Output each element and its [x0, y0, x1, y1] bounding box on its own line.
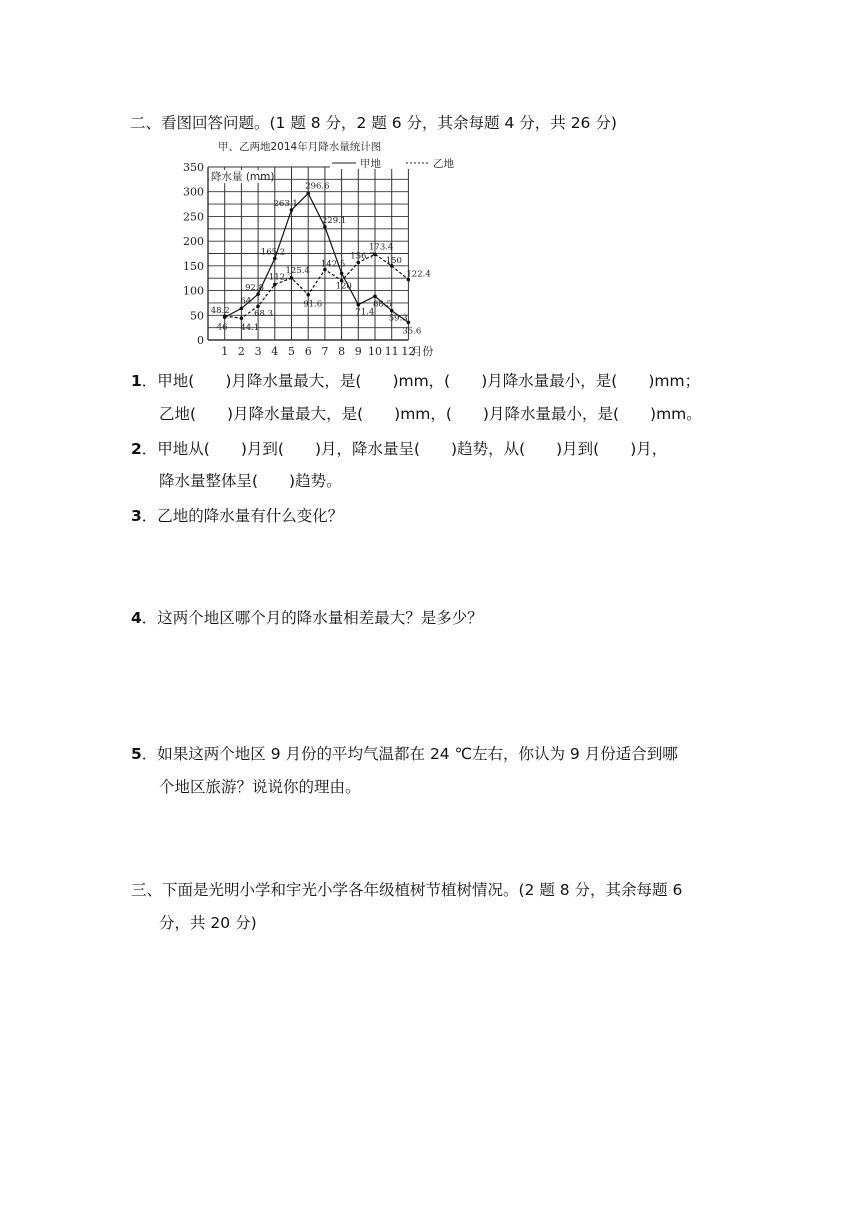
question-2 [131, 434, 667, 464]
question-1-line-2: 乙地( )月降水量最大，是( )mm，( )月降水量最小，是( )mm。 [159, 405, 702, 423]
question-4-text: ．这两个地区哪个月的降水量相差最大？是多少？ [141, 609, 483, 627]
data-label-series-1: 165.2 [260, 247, 286, 258]
question-2-line-1: ．甲地从( )月到( )月，降水量呈( )趋势，从( )月到( )月， [141, 440, 668, 458]
x-tick-label: 9 [354, 345, 362, 358]
series-1-point [390, 309, 394, 313]
y-tick-label: 250 [183, 210, 204, 224]
x-tick-label: 1 [221, 345, 229, 358]
series-2-point [273, 283, 277, 287]
series-1-point [357, 303, 361, 307]
x-tick-label: 4 [271, 345, 279, 358]
question-5-number: 5 [131, 745, 142, 763]
x-tick-label: 8 [338, 345, 346, 358]
data-label-series-2: 120 [335, 281, 352, 292]
question-5-line-2: 个地区旅游？说说你的理由。 [159, 778, 361, 796]
data-label-series-1: 229.1 [321, 215, 347, 226]
data-label-series-2: 91.6 [303, 299, 323, 310]
x-axis-label: 月份 [411, 345, 434, 358]
data-label-series-1: 88.5 [373, 299, 392, 310]
series-1-point [373, 294, 377, 298]
precipitation-line-chart [170, 137, 460, 367]
data-label-series-2: 156.7 [350, 251, 375, 262]
y-axis-label: 降水量 (mm) [211, 171, 275, 183]
legend-label-series-2: 乙地 [433, 158, 454, 170]
data-label-series-2: 125.4 [285, 266, 310, 277]
x-tick-label: 7 [321, 345, 329, 358]
section-2-title: 二、看图回答问题。(1 题 8 分，2 题 6 分，其余每题 4 分，共 26 分) [130, 114, 617, 132]
x-tick-label: 5 [288, 345, 295, 358]
y-tick-label: 150 [183, 259, 204, 273]
question-1 [131, 366, 700, 396]
question-3-text: ．乙地的降水量有什么变化？ [141, 507, 344, 525]
data-label-series-1: 296.6 [305, 181, 330, 192]
question-1-line-1: ．甲地( )月降水量最大，是( )mm，( )月降水量最小，是( )mm； [141, 372, 701, 390]
series-2-point [256, 304, 260, 308]
series-2-point [306, 293, 310, 297]
y-tick-label: 200 [183, 235, 204, 249]
data-label-series-1: 92.8 [245, 283, 265, 294]
data-label-series-2: 150 [385, 255, 402, 266]
data-label-series-2: 44.1 [240, 323, 260, 334]
series-2-point [240, 316, 244, 320]
series-1-point [240, 307, 244, 311]
data-label-series-1: 263.1 [273, 198, 298, 209]
y-tick-label: 100 [183, 284, 204, 298]
chart-title: 甲、乙两地2014年月降水量统计图 [218, 141, 382, 153]
data-label-series-1: 35.6 [402, 326, 422, 337]
x-tick-label: 6 [304, 345, 312, 358]
series-1-point [306, 192, 310, 196]
chart-svg [170, 137, 460, 367]
y-tick-label: 0 [197, 334, 204, 347]
question-5-line-1: ．如果这两个地区 9 月份的平均气温都在 24 ℃左右，你认为 9 月份适合到哪 [141, 745, 678, 763]
section-3-title-line-2: 分，共 20 分) [159, 914, 257, 932]
x-tick-label: 11 [384, 345, 399, 358]
data-label-series-2: 173.4 [369, 242, 394, 253]
data-label-series-1: 64 [240, 296, 252, 307]
x-tick-label: 12 [401, 345, 416, 358]
data-label-series-2: 142.5 [320, 259, 346, 270]
data-label-series-2: 68.3 [254, 309, 274, 320]
data-label-series-2: 122.4 [406, 269, 431, 280]
data-label-series-1: 59.3 [388, 313, 408, 324]
question-5 [131, 739, 678, 769]
x-tick-label: 3 [254, 345, 262, 358]
data-label-series-2: 112.3 [268, 272, 294, 283]
question-3 [131, 501, 343, 531]
section-3-title-line-1: 三、下面是光明小学和宇光小学各年级植树节植树情况。(2 题 8 分，其余每题 6 [131, 881, 683, 899]
x-tick-label: 2 [237, 345, 245, 358]
question-2-line-2: 降水量整体呈( )趋势。 [159, 472, 342, 490]
question-4 [131, 603, 483, 633]
legend-label-series-1: 甲地 [360, 158, 381, 170]
question-3-number: 3 [131, 507, 142, 525]
data-label-series-2: 48.2 [210, 306, 230, 317]
x-tick-label: 10 [368, 345, 382, 358]
data-label-series-1: 46 [216, 322, 228, 333]
y-tick-label: 50 [190, 309, 204, 323]
y-tick-label: 300 [183, 185, 204, 199]
data-label-series-1: 71.4 [355, 307, 375, 318]
series-1-point [340, 271, 344, 275]
question-2-number: 2 [131, 440, 142, 458]
y-tick-label: 350 [183, 161, 204, 174]
question-4-number: 4 [131, 609, 142, 627]
question-1-number: 1 [131, 372, 142, 390]
